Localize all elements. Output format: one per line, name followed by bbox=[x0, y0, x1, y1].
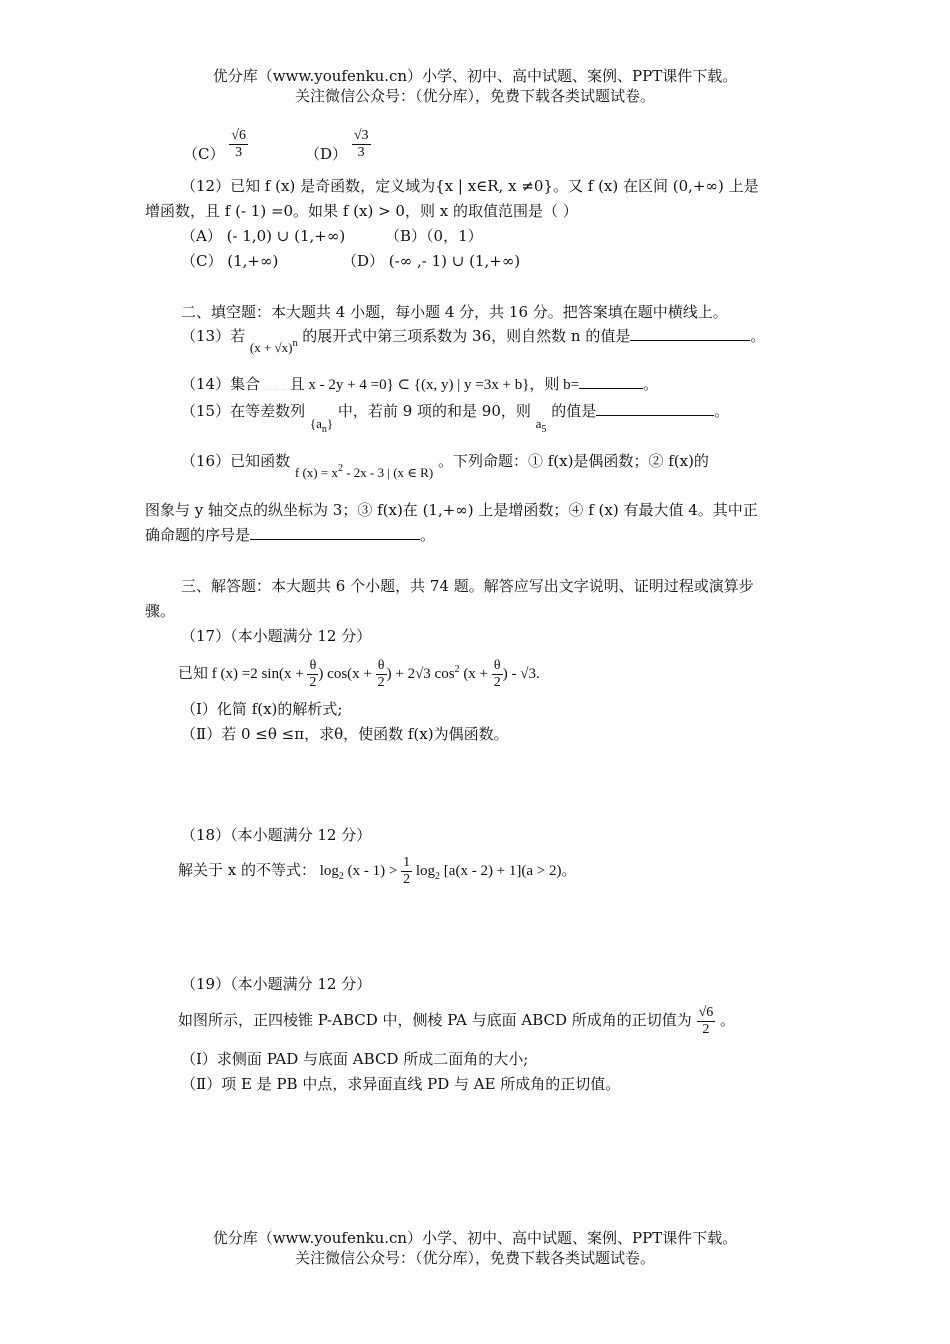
q11-option-c bbox=[183, 128, 248, 161]
q16-answer-blank bbox=[250, 525, 420, 540]
q14: （14）集合 且 x - 2y + 4 =0} ⊂ {(x, y) | y =3x + b}，则 b= 。 bbox=[181, 375, 659, 393]
q17-theta-half-3: $\frac{\theta}{2}$ bbox=[493, 658, 501, 691]
q17-part-ii: （Ⅱ）若 0 ≤θ ≤π，求θ，使函数 f(x)为偶函数。 bbox=[181, 725, 509, 743]
q19-tangent-fraction: $\frac{√6}{2}$ bbox=[698, 1004, 714, 1037]
q17-part-i: （Ⅰ）化简 f(x)的解析式; bbox=[181, 700, 343, 718]
q13: （13）若 $(x + √x)^n$ 的展开式中第三项系数为 36，则自然数 n 的值是 。 bbox=[181, 327, 766, 355]
q15-sequence: $\{a_n\}$ bbox=[309, 416, 334, 435]
q16-function: f $(x) = x^2 - 2x - 3$ | (x ∈ R) bbox=[294, 463, 434, 480]
q17-theta-half-2: $\frac{\theta}{2}$ bbox=[377, 658, 385, 691]
section-3-title-line-1: 三、解答题：本大题共 6 个小题，共 74 题。解答应写出文字说明、证明过程或演算步 bbox=[181, 577, 754, 595]
q16-line-3: 确命题的序号是 。 bbox=[145, 526, 436, 544]
q17-formula: 已知 f (x) =2 sin(x + $\frac{\theta}{2}$ ) cos(x + $\frac{\theta}{2}$ ) + 2√3 $\cos^2 (x$ + $\frac{\theta}{2}$ ) - √3. bbox=[178, 658, 540, 691]
q19-statement: 如图所示，正四棱锥 P-ABCD 中，侧棱 PA 与底面 ABCD 所成角的正切值为 $\frac{√6}{2}$ 。 bbox=[178, 1004, 736, 1037]
q18-inequality: 解关于 x 的不等式： $\log_2 (x - 1)$ > $\frac{1}{2}$ $\log_2 [a(x - 2) + 1](a > 2)$。 bbox=[178, 855, 577, 888]
q12-option-c: （C） (1,+∞) bbox=[181, 252, 279, 270]
footer-line-1: 优分库（www.youfenku.cn）小学、初中、高中试题、案例、PPT课件下载。 bbox=[212, 1229, 738, 1247]
q14-answer-blank bbox=[579, 374, 643, 389]
q11-option-d-fraction: $\frac{√3}{3}$ bbox=[353, 128, 369, 160]
q17-theta-half-1: $\frac{\theta}{2}$ bbox=[309, 658, 317, 691]
q11-option-d bbox=[305, 128, 371, 161]
q13-binomial: $(x + √x)^n$ bbox=[249, 338, 298, 355]
q11-option-d-label: （D） bbox=[305, 144, 348, 163]
q19-heading: （19）（本小题满分 12 分） bbox=[181, 975, 372, 993]
q12-line-2: 增函数，且 f (- 1) =0。如果 f (x) > 0，则 x 的取值范围是（ ） bbox=[145, 202, 578, 220]
q12-line-1: （12）已知 f (x) 是奇函数，定义域为{x | x∈R, x ≠0}。又 f (x) 在区间 (0,+∞) 上是 bbox=[181, 177, 759, 195]
footer-line-2: 关注微信公众号：（优分库），免费下载各类试题试卷。 bbox=[294, 1249, 655, 1267]
q14-faded-set-glyph bbox=[265, 381, 285, 390]
header-line-1: 优分库（www.youfenku.cn）小学、初中、高中试题、案例、PPT课件下载。 bbox=[212, 67, 738, 85]
q11-option-c-fraction: $\frac{√6}{3}$ bbox=[231, 128, 246, 160]
q12-option-a: （A） (- 1,0) ∪ (1,+∞) bbox=[181, 227, 346, 245]
q16-line-1: （16）已知函数 f $(x) = x^2 - 2x - 3$ | (x ∈ R) 。下列命题：① f(x)是偶函数；② f(x)的 bbox=[181, 452, 709, 480]
q11-option-c-label: （C） bbox=[183, 144, 225, 163]
q16-line-2: 图象与 y 轴交点的纵坐标为 3；③ f(x)在 (1,+∞) 上是增函数；④ f (x) 有最大值 4。其中正 bbox=[145, 501, 758, 519]
q12-option-b: （B）（0，1） bbox=[385, 227, 483, 245]
q15-answer-blank bbox=[596, 401, 714, 416]
section-2-title: 二、填空题：本大题共 4 小题，每小题 4 分，共 16 分。把答案填在题中横线上。 bbox=[181, 303, 728, 321]
q13-answer-blank bbox=[630, 326, 750, 341]
section-3-title-line-2: 骤。 bbox=[145, 602, 176, 620]
q19-part-i: （Ⅰ）求侧面 PAD 与底面 ABCD 所成二面角的大小; bbox=[181, 1050, 529, 1068]
q18-one-half: $\frac{1}{2}$ bbox=[403, 855, 411, 888]
q12-option-d: （D） (-∞ ,- 1) ∪ (1,+∞) bbox=[342, 252, 521, 270]
header-line-2: 关注微信公众号：（优分库），免费下载各类试题试卷。 bbox=[294, 87, 655, 105]
q15-a5: $a_5$ bbox=[535, 416, 547, 435]
q17-heading: （17）（本小题满分 12 分） bbox=[181, 627, 372, 645]
q15: （15）在等差数列 $\{a_n\}$ 中，若前 9 项的和是 90，则 $a_5$ 的值是 。 bbox=[181, 402, 730, 435]
q18-heading: （18）（本小题满分 12 分） bbox=[181, 826, 372, 844]
q19-part-ii: （Ⅱ）项 E 是 PB 中点，求异面直线 PD 与 AE 所成角的正切值。 bbox=[181, 1075, 621, 1093]
